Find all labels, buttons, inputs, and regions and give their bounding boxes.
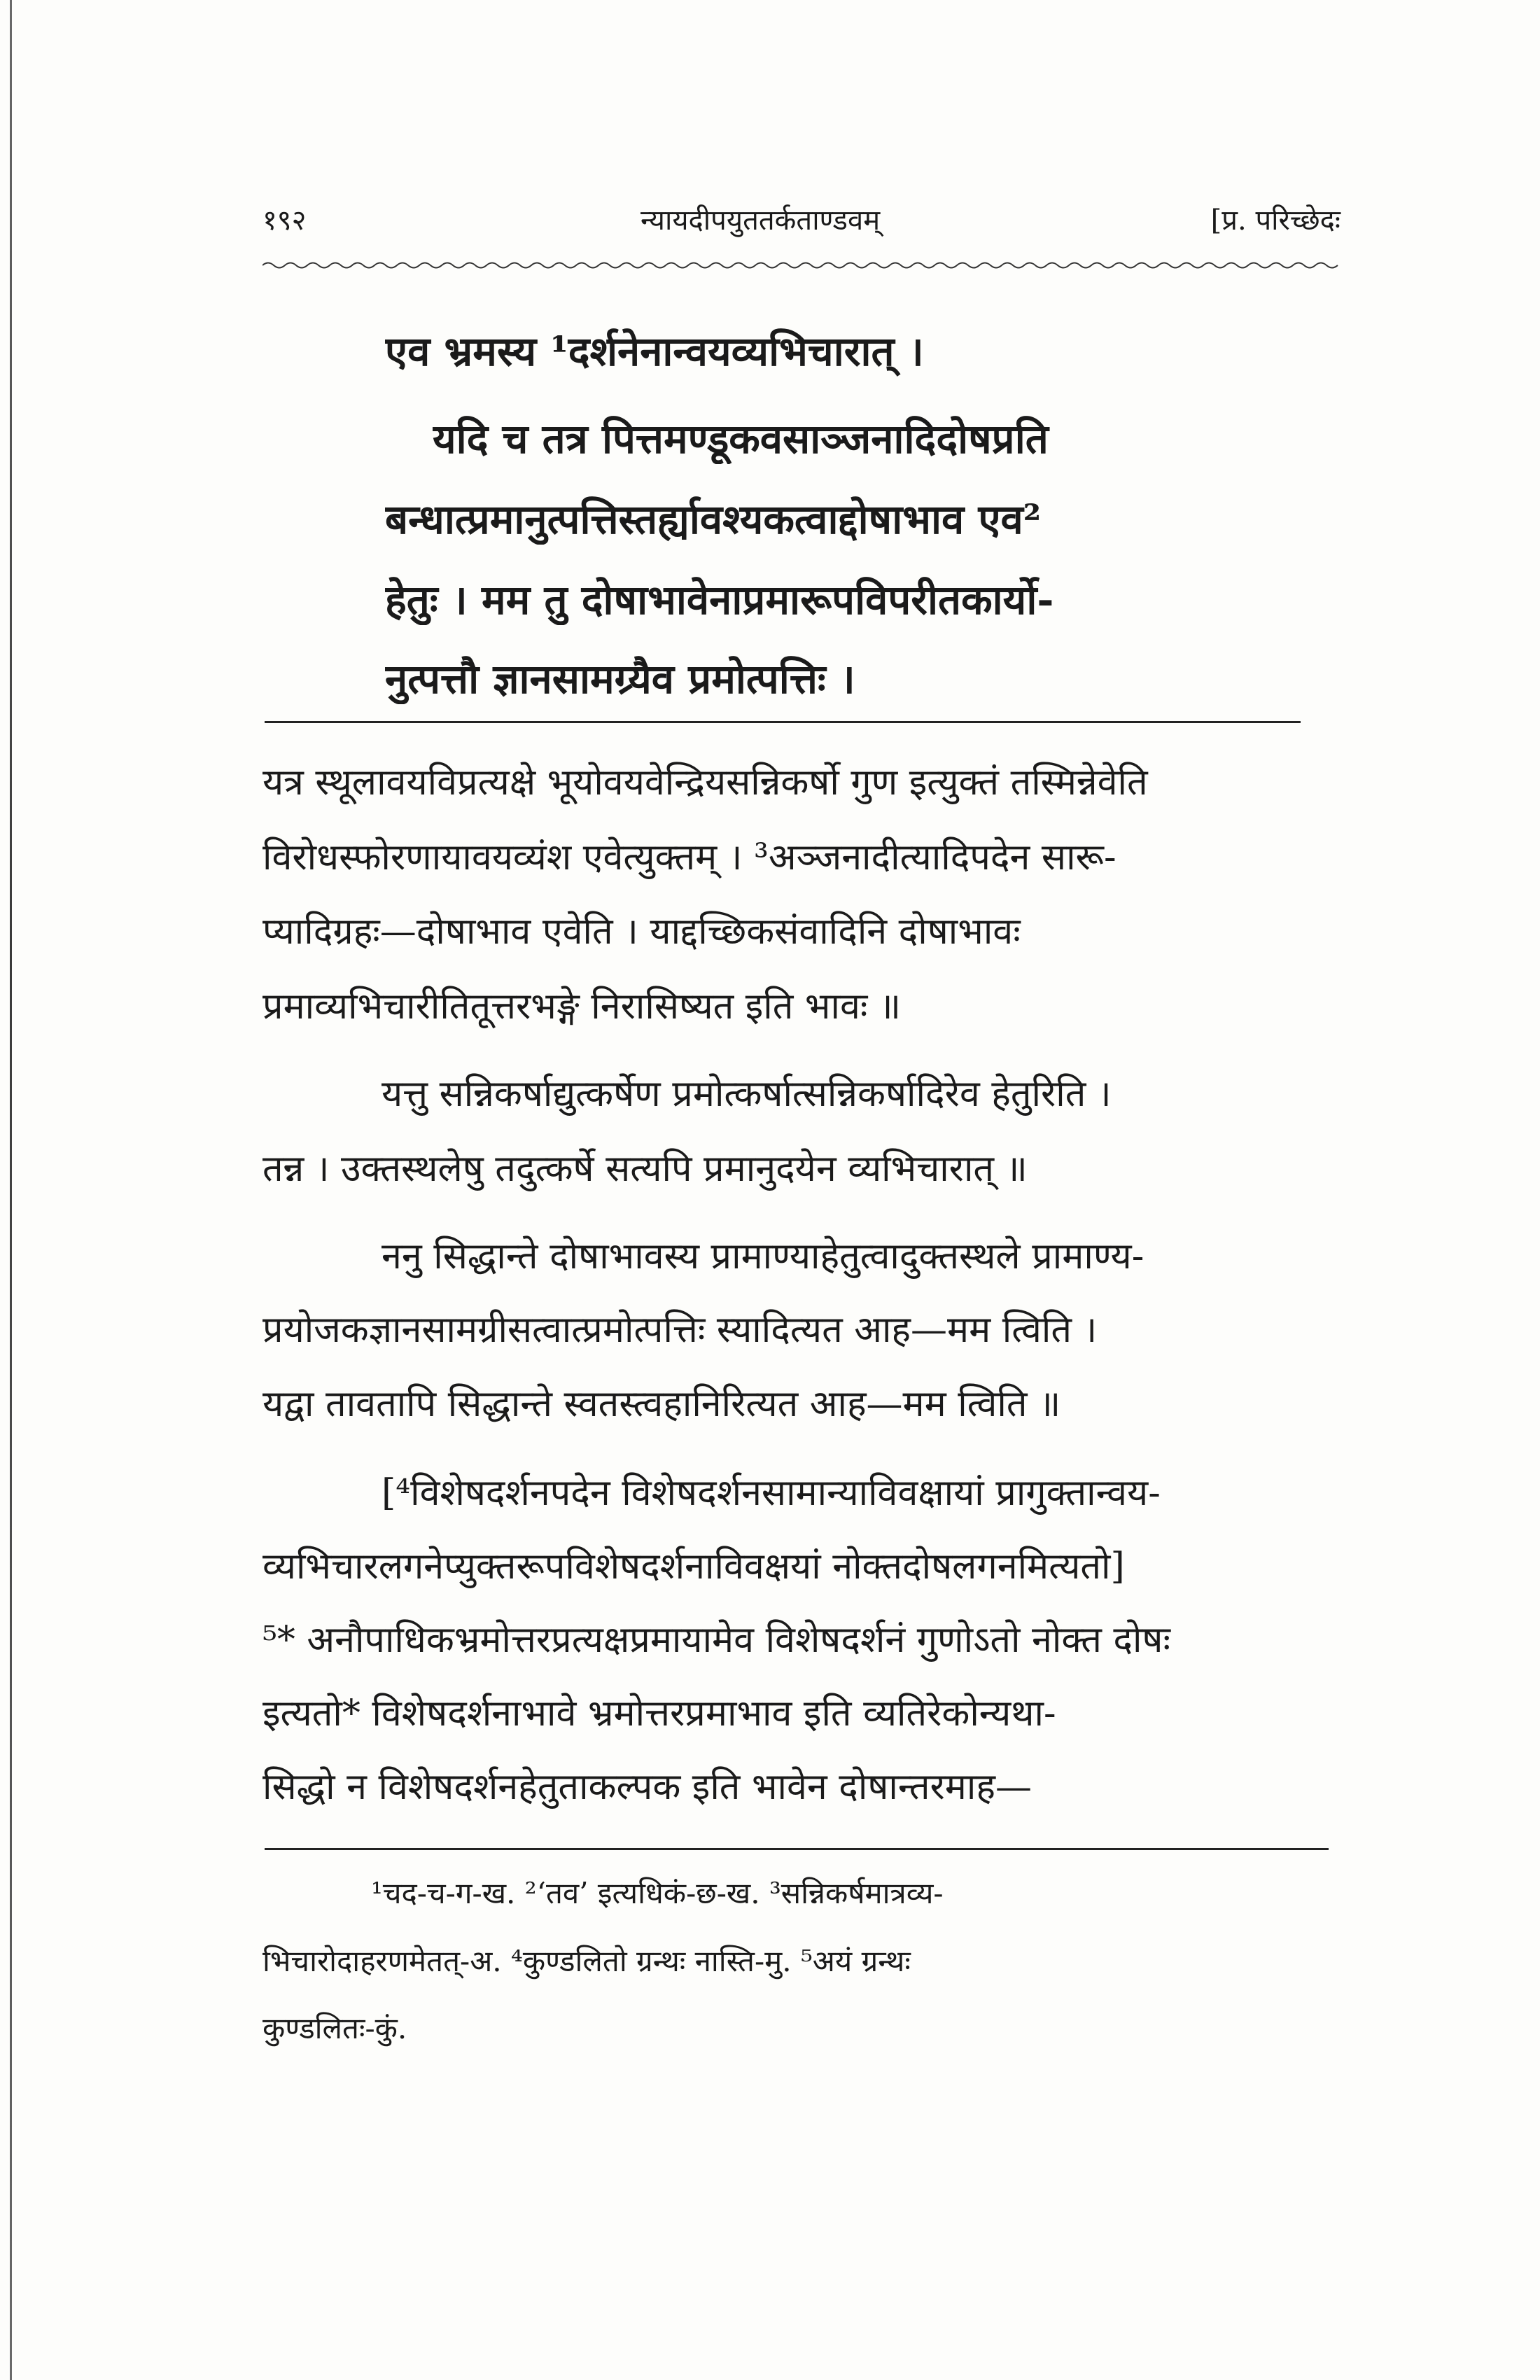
footnote-rule <box>265 1848 1329 1850</box>
main-line: एव भ्रमस्य ¹दर्शनेनान्वयव्यभिचारात् । <box>385 328 924 375</box>
commentary-line: यत्तु सन्निकर्षाद्युत्कर्षेण प्रमोत्कर्षात्सन्निकर्षादिरेव हेतुरिति । <box>382 1073 1112 1115</box>
page-number: १९२ <box>262 204 307 237</box>
commentary-line: इत्यतो* विशेषदर्शनाभावे भ्रमोत्तरप्रमाभाव इति व्यतिरेकोन्यथा- <box>262 1693 1056 1735</box>
section-rule <box>265 721 1301 723</box>
main-line: हेतुः । मम तु दोषाभावेनाप्रमारूपविपरीतकार्यो- <box>385 576 1054 624</box>
header-wavy-rule <box>262 260 1340 270</box>
commentary-line: विरोधस्फोरणायावयव्यंश एवेत्युक्तम् । ³अञ्जनादीत्यादिपदेन सारू- <box>262 836 1116 878</box>
commentary-line: प्रमाव्यभिचारीतितूत्तरभङ्गे निरासिष्यत इति भावः ॥ <box>262 986 902 1028</box>
footnote-line: कुण्डलितः-कुं. <box>262 2011 407 2045</box>
page-edge <box>10 0 12 2380</box>
commentary-line: व्यभिचारलगनेप्युक्तरूपविशेषदर्शनाविवक्षयां नोक्तदोषलगनमित्यतो] <box>262 1546 1125 1588</box>
footnote-line: ¹चद-च-ग-ख. ²‘तव’ इत्यधिकं-छ-ख. ³सन्निकर्षमात्रव्य- <box>371 1876 944 1910</box>
commentary-line: [⁴विशेषदर्शनपदेन विशेषदर्शनसामान्याविवक्षायां प्रागुक्तान्वय- <box>382 1472 1161 1514</box>
main-line: बन्धात्प्रमानुत्पत्तिस्तर्ह्यावश्यकत्वाद्दोषाभाव एव² <box>385 496 1042 543</box>
main-line: यदि च तत्र पित्तमण्डूकवसाञ्जनादिदोषप्रति <box>433 415 1049 463</box>
commentary-line: ⁵* अनौपाधिकभ्रमोत्तरप्रत्यक्षप्रमायामेव विशेषदर्शनं गुणोऽतो नोक्त दोषः <box>262 1619 1170 1661</box>
commentary-line: प्रयोजकज्ञानसामग्रीसत्वात्प्रमोत्पत्तिः स्यादित्यत आह—मम त्विति । <box>262 1309 1098 1351</box>
section-label: [प्र. परिच्छेदः <box>1210 204 1340 237</box>
commentary-line: ननु सिद्धान्ते दोषाभावस्य प्रामाण्याहेतुत्वादुक्तस्थले प्रामाण्य- <box>382 1236 1144 1278</box>
commentary-line: यत्र स्थूलावयविप्रत्यक्षे भूयोवयवेन्द्रियसन्निकर्षो गुण इत्युक्तं तस्मिन्नेवेति <box>262 762 1148 804</box>
commentary-line: प्यादिग्रहः—दोषाभाव एवेति । याद्दच्छिकसंवादिनि दोषाभावः <box>262 911 1021 953</box>
main-line: नुत्पत्तौ ज्ञानसामग्र्यैव प्रमोत्पत्तिः । <box>385 655 855 703</box>
footnote-line: भिचारोदाहरणमेतत्-अ. ⁴कुण्डलितो ग्रन्थः नास्ति-मु. ⁵अयं ग्रन्थः <box>262 1944 911 1978</box>
commentary-line: सिद्धो न विशेषदर्शनहेतुताकल्पक इति भावेन दोषान्तरमाह— <box>262 1766 1032 1808</box>
commentary-line: यद्वा तावतापि सिद्धान्ते स्वतस्त्वहानिरित्यत आह—मम त्विति ॥ <box>262 1383 1061 1425</box>
book-title: न्यायदीपयुततर्कताण्डवम् <box>640 204 881 237</box>
commentary-line: तन्न । उक्तस्थलेषु तदुत्कर्षे सत्यपि प्रमानुदयेन व्यभिचारात् ॥ <box>262 1148 1028 1190</box>
running-header <box>262 200 1340 248</box>
